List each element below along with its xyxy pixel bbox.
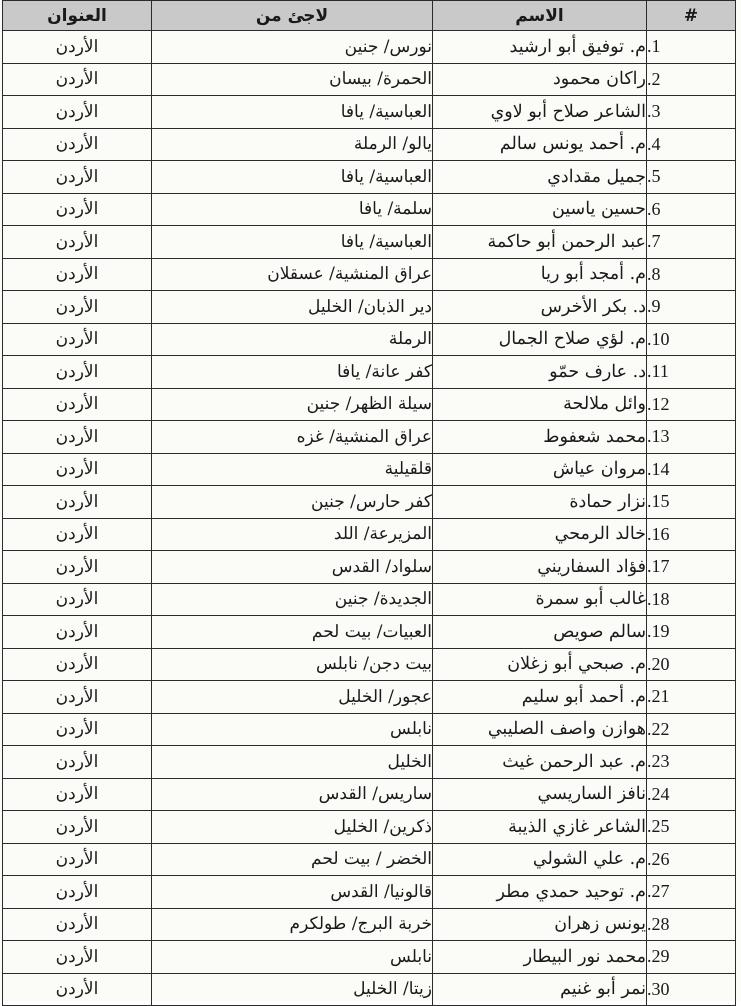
- number-cell: .16: [647, 518, 736, 551]
- address-cell: الأردن: [3, 226, 152, 259]
- number-cell: .8: [647, 258, 736, 291]
- name-cell: الشاعر غازي الذيبة: [433, 811, 647, 844]
- header-name: الاسم: [433, 1, 647, 31]
- origin-cell: يالو/ الرملة: [152, 128, 433, 161]
- name-cell: د. بكر الأخرس: [433, 291, 647, 324]
- address-cell: الأردن: [3, 876, 152, 909]
- number-cell: .3: [647, 96, 736, 129]
- table-row: [3, 388, 736, 421]
- name-cell: م. أمجد أبو ريا: [433, 258, 647, 291]
- name-cell: جميل مقدادي: [433, 161, 647, 194]
- number-cell: .30: [647, 973, 736, 1006]
- number-cell: .24: [647, 778, 736, 811]
- name-cell: م. توحيد حمدي مطر: [433, 876, 647, 909]
- origin-cell: المزيرعة/ اللد: [152, 518, 433, 551]
- origin-cell: دير الذبان/ الخليل: [152, 291, 433, 324]
- number-cell: .20: [647, 648, 736, 681]
- address-cell: الأردن: [3, 421, 152, 454]
- number-cell: .5: [647, 161, 736, 194]
- address-cell: الأردن: [3, 778, 152, 811]
- address-cell: الأردن: [3, 713, 152, 746]
- name-cell: يونس زهران: [433, 908, 647, 941]
- number-cell: .22: [647, 713, 736, 746]
- table-row: [3, 713, 736, 746]
- table-body: [3, 31, 736, 1006]
- name-cell: نمر أبو غنيم: [433, 973, 647, 1006]
- header-row: [3, 1, 736, 31]
- name-cell: سالم صويص: [433, 616, 647, 649]
- table-row: [3, 746, 736, 779]
- table-row: [3, 421, 736, 454]
- table-row: [3, 583, 736, 616]
- origin-cell: الخليل: [152, 746, 433, 779]
- origin-cell: زيتا/ الخليل: [152, 973, 433, 1006]
- table-row: [3, 31, 736, 64]
- table-row: [3, 453, 736, 486]
- origin-cell: عجور/ الخليل: [152, 681, 433, 714]
- number-cell: .25: [647, 811, 736, 844]
- table-row: [3, 323, 736, 356]
- origin-cell: الحمرة/ بيسان: [152, 63, 433, 96]
- table-row: [3, 681, 736, 714]
- origin-cell: كفر عانة/ يافا: [152, 356, 433, 389]
- name-cell: نزار حمادة: [433, 486, 647, 519]
- name-cell: م. عبد الرحمن غيث: [433, 746, 647, 779]
- address-cell: الأردن: [3, 551, 152, 584]
- name-cell: راكان محمود: [433, 63, 647, 96]
- table-row: [3, 648, 736, 681]
- address-cell: الأردن: [3, 388, 152, 421]
- number-cell: .6: [647, 193, 736, 226]
- name-cell: وائل ملالحة: [433, 388, 647, 421]
- number-cell: .13: [647, 421, 736, 454]
- table-row: [3, 96, 736, 129]
- name-cell: خالد الرمحي: [433, 518, 647, 551]
- address-cell: الأردن: [3, 973, 152, 1006]
- address-cell: الأردن: [3, 746, 152, 779]
- name-cell: م. توفيق أبو ارشيد: [433, 31, 647, 64]
- number-cell: .4: [647, 128, 736, 161]
- table-row: [3, 908, 736, 941]
- table-row: [3, 778, 736, 811]
- address-cell: الأردن: [3, 583, 152, 616]
- address-cell: الأردن: [3, 356, 152, 389]
- refugee-table: [2, 0, 736, 1006]
- address-cell: الأردن: [3, 161, 152, 194]
- name-cell: م. علي الشولي: [433, 843, 647, 876]
- number-cell: .14: [647, 453, 736, 486]
- name-cell: الشاعر صلاح أبو لاوي: [433, 96, 647, 129]
- table-row: [3, 843, 736, 876]
- name-cell: غالب أبو سمرة: [433, 583, 647, 616]
- number-cell: .28: [647, 908, 736, 941]
- origin-cell: ساريس/ القدس: [152, 778, 433, 811]
- origin-cell: الجديدة/ جنين: [152, 583, 433, 616]
- origin-cell: سلواد/ القدس: [152, 551, 433, 584]
- name-cell: فؤاد السفاريني: [433, 551, 647, 584]
- number-cell: .2: [647, 63, 736, 96]
- origin-cell: عراق المنشية/ غزه: [152, 421, 433, 454]
- name-cell: م. أحمد أبو سليم: [433, 681, 647, 714]
- address-cell: الأردن: [3, 908, 152, 941]
- header-origin: لاجئ من: [152, 1, 433, 31]
- header-address: العنوان: [3, 1, 152, 31]
- origin-cell: عراق المنشية/ عسقلان: [152, 258, 433, 291]
- origin-cell: الرملة: [152, 323, 433, 356]
- origin-cell: العباسية/ يافا: [152, 226, 433, 259]
- name-cell: محمد شعفوط: [433, 421, 647, 454]
- number-cell: .1: [647, 31, 736, 64]
- origin-cell: سيلة الظهر/ جنين: [152, 388, 433, 421]
- name-cell: هوازن واصف الصليبي: [433, 713, 647, 746]
- number-cell: .18: [647, 583, 736, 616]
- address-cell: الأردن: [3, 616, 152, 649]
- address-cell: الأردن: [3, 193, 152, 226]
- origin-cell: خربة البرج/ طولكرم: [152, 908, 433, 941]
- table-row: [3, 226, 736, 259]
- table-row: [3, 193, 736, 226]
- address-cell: الأردن: [3, 323, 152, 356]
- address-cell: الأردن: [3, 486, 152, 519]
- address-cell: الأردن: [3, 941, 152, 974]
- table-row: [3, 258, 736, 291]
- number-cell: .9: [647, 291, 736, 324]
- address-cell: الأردن: [3, 518, 152, 551]
- origin-cell: ذكرين/ الخليل: [152, 811, 433, 844]
- origin-cell: نورس/ جنين: [152, 31, 433, 64]
- address-cell: الأردن: [3, 453, 152, 486]
- address-cell: الأردن: [3, 811, 152, 844]
- address-cell: الأردن: [3, 31, 152, 64]
- name-cell: محمد نور البيطار: [433, 941, 647, 974]
- address-cell: الأردن: [3, 63, 152, 96]
- address-cell: الأردن: [3, 258, 152, 291]
- table-row: [3, 616, 736, 649]
- name-cell: م. لؤي صلاح الجمال: [433, 323, 647, 356]
- origin-cell: بيت دجن/ نابلس: [152, 648, 433, 681]
- number-cell: .21: [647, 681, 736, 714]
- origin-cell: الخضر / بيت لحم: [152, 843, 433, 876]
- origin-cell: العبيات/ بيت لحم: [152, 616, 433, 649]
- table-row: [3, 486, 736, 519]
- table-row: [3, 811, 736, 844]
- number-cell: .19: [647, 616, 736, 649]
- number-cell: .10: [647, 323, 736, 356]
- table-row: [3, 128, 736, 161]
- name-cell: مروان عياش: [433, 453, 647, 486]
- origin-cell: كفر حارس/ جنين: [152, 486, 433, 519]
- name-cell: نافز الساريسي: [433, 778, 647, 811]
- name-cell: د. عارف حمّو: [433, 356, 647, 389]
- origin-cell: قالونيا/ القدس: [152, 876, 433, 909]
- table-row: [3, 63, 736, 96]
- number-cell: .17: [647, 551, 736, 584]
- number-cell: .29: [647, 941, 736, 974]
- origin-cell: نابلس: [152, 713, 433, 746]
- number-cell: .23: [647, 746, 736, 779]
- table-row: [3, 291, 736, 324]
- number-cell: .26: [647, 843, 736, 876]
- name-cell: عبد الرحمن أبو حاكمة: [433, 226, 647, 259]
- origin-cell: العباسية/ يافا: [152, 161, 433, 194]
- address-cell: الأردن: [3, 96, 152, 129]
- address-cell: الأردن: [3, 681, 152, 714]
- number-cell: .11: [647, 356, 736, 389]
- number-cell: .27: [647, 876, 736, 909]
- number-cell: .7: [647, 226, 736, 259]
- table-row: [3, 518, 736, 551]
- name-cell: م. صبحي أبو زغلان: [433, 648, 647, 681]
- header-number: #: [647, 1, 736, 31]
- address-cell: الأردن: [3, 648, 152, 681]
- address-cell: الأردن: [3, 843, 152, 876]
- name-cell: م. أحمد يونس سالم: [433, 128, 647, 161]
- table-row: [3, 161, 736, 194]
- origin-cell: نابلس: [152, 941, 433, 974]
- address-cell: الأردن: [3, 128, 152, 161]
- origin-cell: قلقيلية: [152, 453, 433, 486]
- origin-cell: العباسية/ يافا: [152, 96, 433, 129]
- table-row: [3, 551, 736, 584]
- address-cell: الأردن: [3, 291, 152, 324]
- table-row: [3, 941, 736, 974]
- number-cell: .15: [647, 486, 736, 519]
- origin-cell: سلمة/ يافا: [152, 193, 433, 226]
- number-cell: .12: [647, 388, 736, 421]
- table-row: [3, 876, 736, 909]
- table-row: [3, 356, 736, 389]
- name-cell: حسين ياسين: [433, 193, 647, 226]
